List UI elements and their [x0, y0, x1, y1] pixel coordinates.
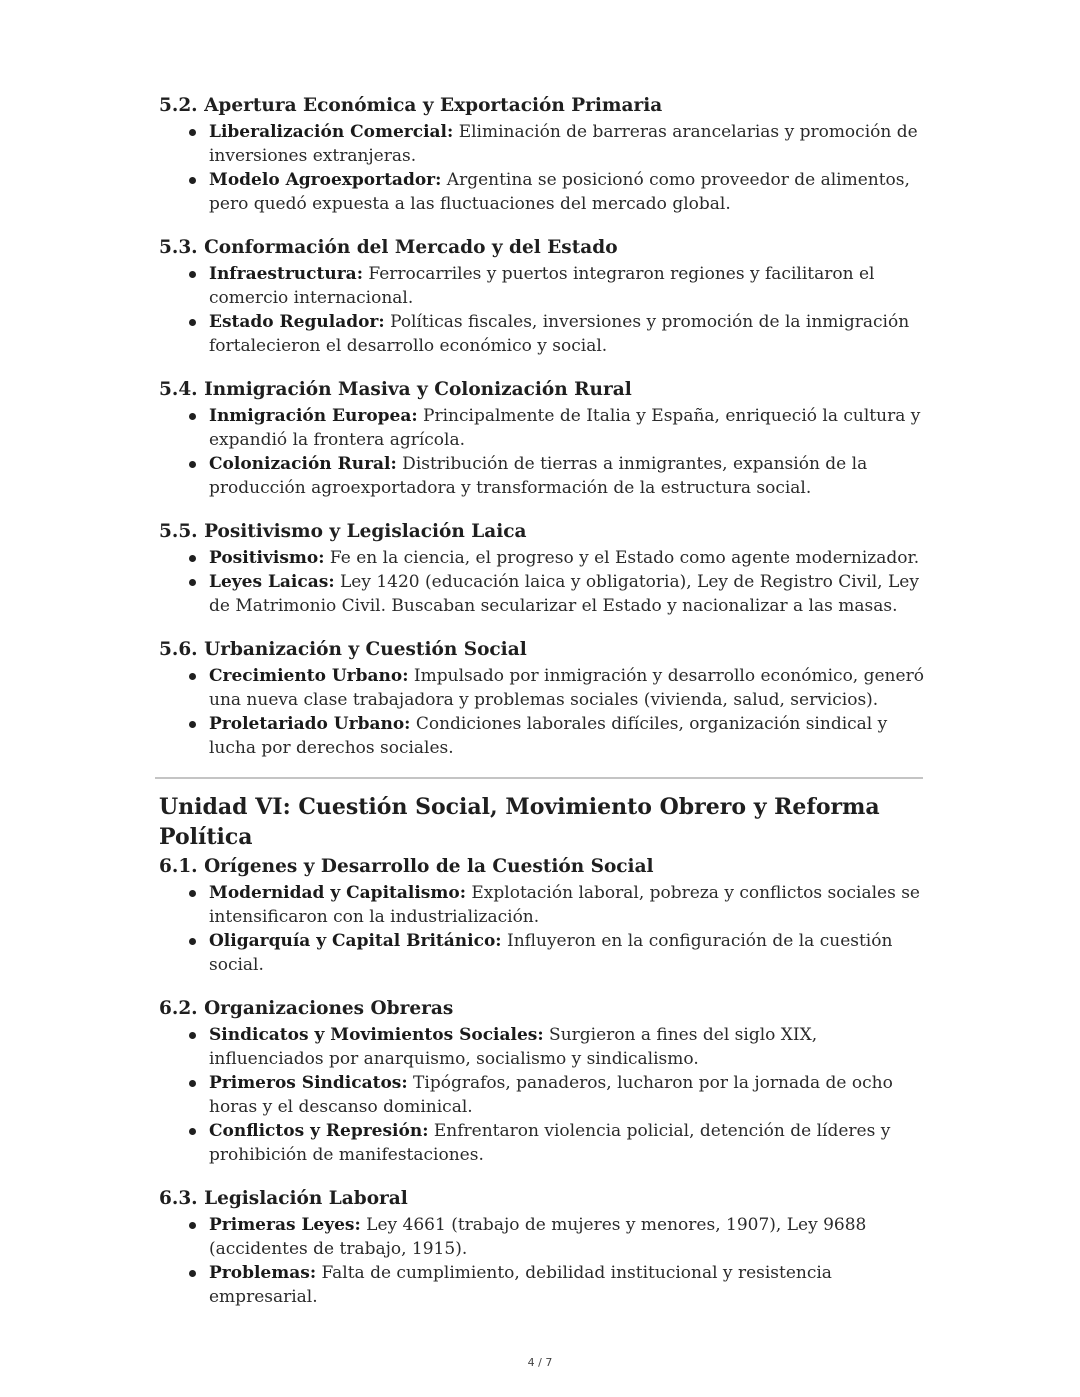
- section-title: 6.2. Organizaciones Obreras: [159, 998, 454, 1019]
- list-item: [159, 881, 924, 929]
- list-item: [159, 546, 924, 570]
- bullet-list: [159, 1213, 924, 1309]
- item-text: Explotación laboral, pobreza y conflictos sociales se intensificaron con la industrialización.: [209, 883, 920, 927]
- unit-title: Unidad VI: Cuestión Social, Movimiento Obrero y Reforma Política: [159, 794, 880, 850]
- list-item: [159, 120, 924, 168]
- item-term: Conflictos y Represión:: [209, 1121, 429, 1141]
- section: [159, 1186, 924, 1309]
- item-term: Leyes Laicas:: [209, 572, 335, 592]
- section: [159, 854, 924, 977]
- section-title: 5.5. Positivismo y Legislación Laica: [159, 521, 527, 542]
- item-term: Primeros Sindicatos:: [209, 1073, 408, 1093]
- bullet-list: [159, 881, 924, 977]
- list-item: [159, 929, 924, 977]
- list-item: [159, 1023, 924, 1071]
- item-text: Principalmente de Italia y España, enriqueció la cultura y expandió la frontera agrícola.: [209, 406, 921, 450]
- section-title: 5.4. Inmigración Masiva y Colonización Rural: [159, 379, 632, 400]
- item-term: Sindicatos y Movimientos Sociales:: [209, 1025, 544, 1045]
- list-item: [159, 168, 924, 216]
- item-term: Infraestructura:: [209, 264, 363, 284]
- item-term: Estado Regulador:: [209, 312, 385, 332]
- list-item: [159, 452, 924, 500]
- section-title: 5.2. Apertura Económica y Exportación Primaria: [159, 95, 663, 116]
- item-term: Primeras Leyes:: [209, 1215, 361, 1235]
- item-text: Eliminación de barreras arancelarias y promoción de inversiones extranjeras.: [209, 122, 918, 166]
- item-text: Falta de cumplimiento, debilidad institucional y resistencia empresarial.: [209, 1263, 832, 1307]
- section: [159, 235, 924, 358]
- item-term: Positivismo:: [209, 548, 325, 568]
- unit-v-sections: [159, 93, 924, 760]
- list-item: [159, 664, 924, 712]
- item-term: Liberalización Comercial:: [209, 122, 454, 142]
- page-number: 4 / 7: [527, 1356, 553, 1369]
- section-title: 6.3. Legislación Laboral: [159, 1188, 408, 1209]
- item-text: Ferrocarriles y puertos integraron regiones y facilitaron el comercio internacional.: [209, 264, 875, 308]
- item-text: Surgieron a fines del siglo XIX, influenciados por anarquismo, socialismo y sindicalismo.: [209, 1025, 818, 1069]
- section: [159, 377, 924, 500]
- list-item: [159, 712, 924, 760]
- item-term: Inmigración Europea:: [209, 406, 418, 426]
- bullet-list: [159, 120, 924, 216]
- list-item: [159, 1071, 924, 1119]
- item-term: Modelo Agroexportador:: [209, 170, 442, 190]
- list-item: [159, 404, 924, 452]
- list-item: [159, 1213, 924, 1261]
- section: [159, 637, 924, 760]
- bullet-list: [159, 664, 924, 760]
- item-term: Proletariado Urbano:: [209, 714, 411, 734]
- item-text: Ley 1420 (educación laica y obligatoria), Ley de Registro Civil, Ley de Matrimonio Civil. Buscaban secularizar el Estado y nacionalizar a las masas.: [209, 572, 919, 616]
- item-text: Políticas fiscales, inversiones y promoción de la inmigración fortalecieron el desarrollo económico y social.: [209, 312, 910, 356]
- item-term: Modernidad y Capitalismo:: [209, 883, 466, 903]
- item-text: Argentina se posicionó como proveedor de alimentos, pero quedó expuesta a las fluctuaciones del mercado global.: [209, 170, 910, 214]
- item-text: Condiciones laborales difíciles, organización sindical y lucha por derechos sociales.: [209, 714, 888, 758]
- bullet-list: [159, 404, 924, 500]
- section: [159, 519, 924, 618]
- document-page: [159, 93, 924, 1328]
- section-title: 5.6. Urbanización y Cuestión Social: [159, 639, 527, 660]
- list-item: [159, 570, 924, 618]
- list-item: [159, 1119, 924, 1167]
- item-term: Crecimiento Urbano:: [209, 666, 409, 686]
- item-text: Distribución de tierras a inmigrantes, expansión de la producción agroexportadora y transformación de la estructura social.: [209, 454, 868, 498]
- list-item: [159, 310, 924, 358]
- item-text: Influyeron en la configuración de la cuestión social.: [209, 931, 893, 975]
- item-text: Tipógrafos, panaderos, lucharon por la jornada de ocho horas y el descanso dominical.: [209, 1073, 893, 1117]
- item-text: Ley 4661 (trabajo de mujeres y menores, 1907), Ley 9688 (accidentes de trabajo, 1915).: [209, 1215, 867, 1259]
- bullet-list: [159, 1023, 924, 1167]
- section-title: 6.1. Orígenes y Desarrollo de la Cuestión Social: [159, 856, 654, 877]
- item-text: Fe en la ciencia, el progreso y el Estado como agente modernizador.: [324, 548, 920, 568]
- item-term: Colonización Rural:: [209, 454, 397, 474]
- list-item: [159, 262, 924, 310]
- item-term: Problemas:: [209, 1263, 317, 1283]
- item-term: Oligarquía y Capital Británico:: [209, 931, 502, 951]
- section-title: 5.3. Conformación del Mercado y del Estado: [159, 237, 618, 258]
- item-text: Enfrentaron violencia policial, detención de líderes y prohibición de manifestaciones.: [209, 1121, 891, 1165]
- section: [159, 93, 924, 216]
- section-divider: [155, 777, 923, 779]
- section: [159, 996, 924, 1167]
- list-item: [159, 1261, 924, 1309]
- bullet-list: [159, 262, 924, 358]
- unit-vi-sections: [159, 854, 924, 1309]
- item-text: Impulsado por inmigración y desarrollo económico, generó una nueva clase trabajadora y problemas sociales (vivienda, salud, servicios).: [209, 666, 924, 710]
- bullet-list: [159, 546, 924, 618]
